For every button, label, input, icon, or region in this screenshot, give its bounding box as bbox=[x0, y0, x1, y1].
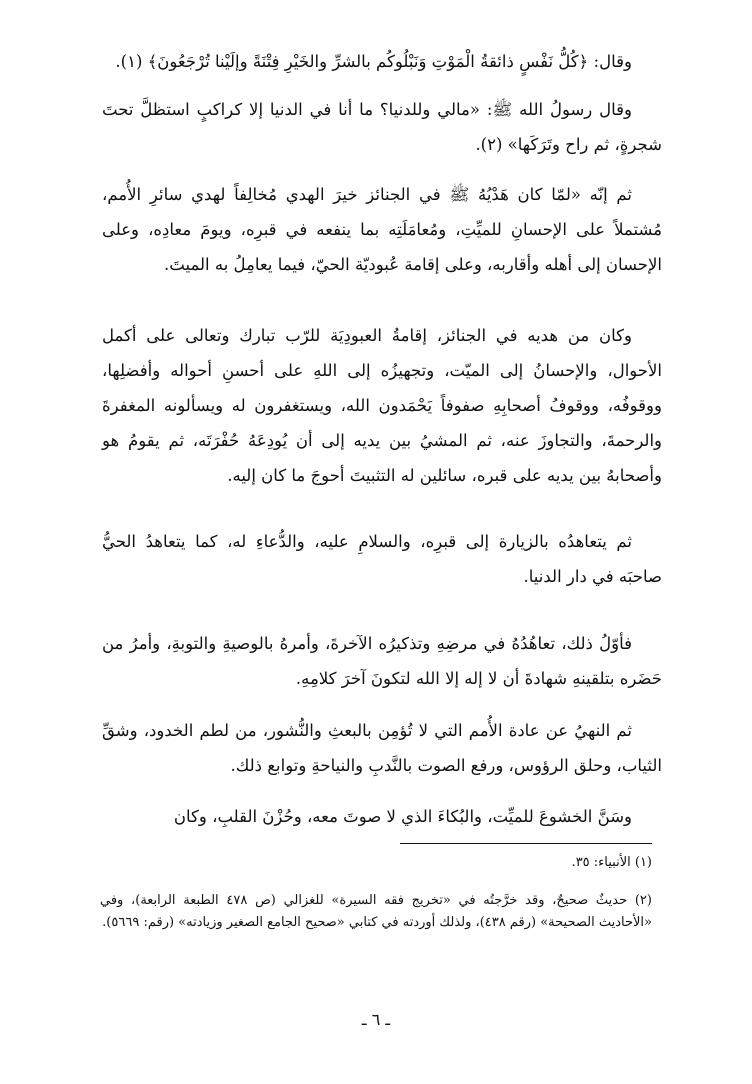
paragraph-illness: فأوّلُ ذلك، تعاهُدُهُ في مرضِهِ وتذكيرُه الآخرةَ، وأمرهُ بالوصيةِ والتوبةِ، وأمرُ من حَضَره بتلقينهِ شهادةَ أن لا إله إلا الله لتكونَ آخرَ كلامِهِ. bbox=[102, 634, 662, 688]
paragraph-guidance-intro: ثم إنّه «لمّا كان هَدْيُهُ ﷺ في الجنائز خيرَ الهدي مُخالِفاً لهدي سائرِ الأُمم، مُشتملاً على الإحسانِ للميِّتِ، ومُعامَلَتِه بما ينفعه في قبرِه، ويومَ معادِه، وعلى الإحسان إلى أهله وأقاربه، وعلى إقامة عُبوديّة الحيّ، فيما يعامِلُ به الميتَ. bbox=[102, 185, 662, 274]
page-number: ـ ٦ ـ bbox=[361, 1010, 391, 1029]
paragraph-grief: وسَنَّ الخشوعَ للميِّت، والبُكاءَ الذي لا صوتَ معه، وحُزْنَ القلبِ، وكان bbox=[173, 807, 632, 826]
paragraph-forbidden-customs: ثم النهيُ عن عادة الأُمم التي لا تُؤمِن بالبعثِ والنُّشور، من لطم الخدود، وشقِّ الثياب، وحلق الرؤوس، ورفع الصوت بالنَّدبِ والنياحةِ وتوابع ذلك. bbox=[102, 721, 662, 775]
paragraph-quran-verse: وقال: ﴿كُلُّ نَفْسٍ ذائقةُ الْمَوْتِ وَنَبْلُوكُم بالشرِّ والخَيْرِ فِتْنَةً وإلَيْنا تُرْجَعُونَ﴾ (١). bbox=[115, 52, 632, 71]
paragraph-funeral-guidance: وكان من هديه في الجنائز، إقامةُ العبودِيَة للرّب تبارك وتعالى على أكمل الأحوال، والإحسانُ إلى الميّت، وتجهيزُه إلى اللهِ على أحسنِ أحواله وأفضلِها، ووقوفُه، ووقوفُ أصحابِهِ صفوفاً يَحْمَدون الله، ويستغفرون له ويسألونه المغفرةَ والرحمةَ، والتجاوزَ عنه، ثم المشيُ بين يديه إلى أن يُودِعَهُ حُفْرَتَه، ثم يقومُ هو وأصحابهُ بين يديه على قبره، سائلين له التثبيتَ أحوجَ ما كان إليه. bbox=[102, 326, 662, 485]
paragraph-hadith: وقال رسولُ الله ﷺ: «مالي وللدنيا؟ ما أنا في الدنيا إلا كراكبٍ استظلَّ تحتَ شجرةٍ، ثم راح وتَرَكَها» (٢). bbox=[102, 100, 662, 154]
footnote-2: (٢) حديثٌ صحيحٌ، وقد خرَّجتُه في «تخريج فقه السيرة» للغزالي (ص ٤٧٨ الطبعة الرابعة)، وفي «الأحاديث الصحيحة» (رقم ٤٣٨)، ولذلك أوردته في كتابي «صحيح الجامع الصغير وزيادته» (رقم: ٥٦٦٩). bbox=[100, 893, 652, 930]
footnote-divider bbox=[400, 843, 652, 844]
paragraph-visiting-grave: ثم يتعاهدُه بالزيارة إلى قبرِه، والسلامِ عليه، والدُّعاءِ له، كما يتعاهدُ الحيُّ صاحبَه في دار الدنيا. bbox=[102, 532, 662, 586]
footnote-1: (١) الأنبياء: ٣٥. bbox=[571, 855, 652, 870]
